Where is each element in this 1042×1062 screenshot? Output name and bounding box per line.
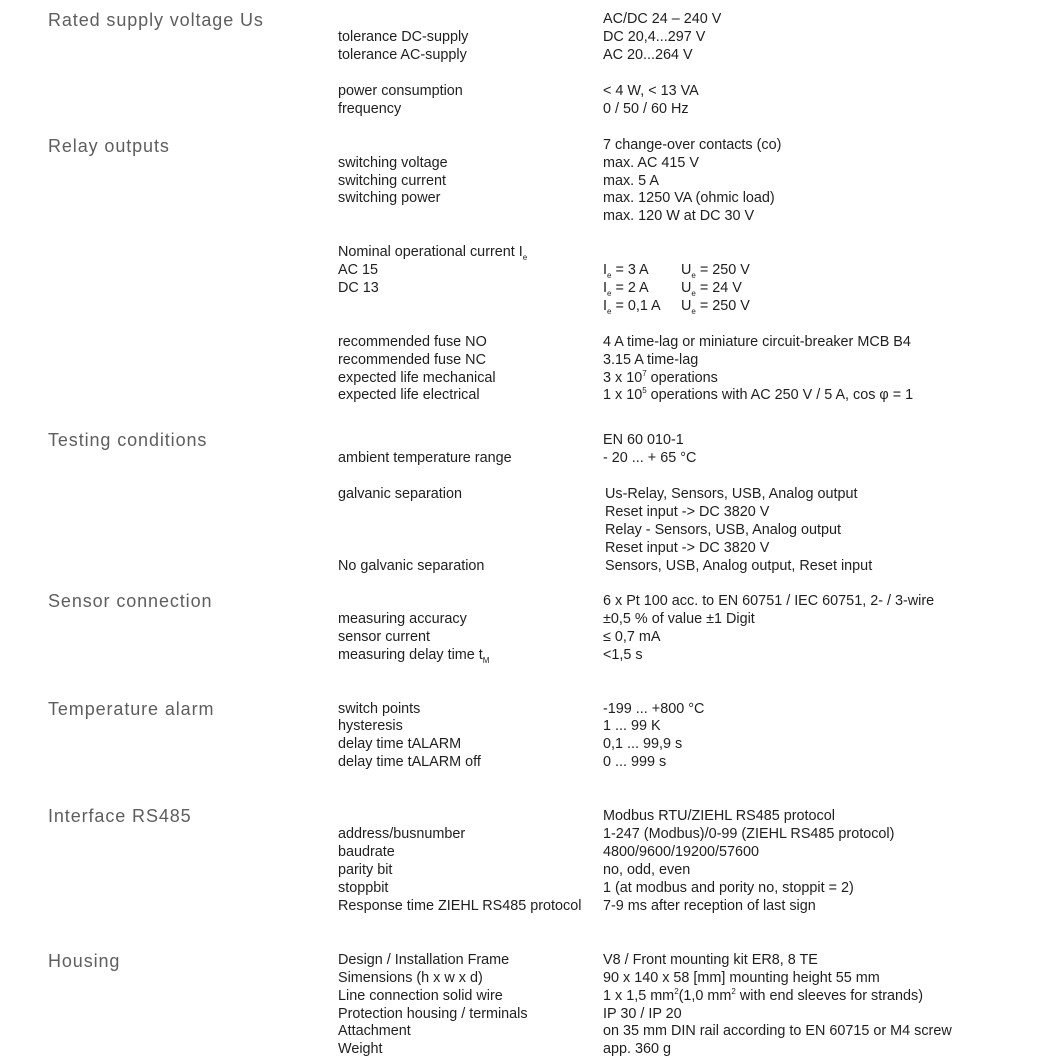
- fuse-no-value: 4 A time-lag or miniature circuit-breaker MCB B4: [603, 334, 911, 350]
- protection-label: Protection housing / terminals: [338, 1006, 528, 1022]
- hysteresis-label: hysteresis: [338, 718, 403, 734]
- measuring-accuracy-value: ±0,5 % of value ±1 Digit: [603, 611, 755, 627]
- life-electrical-value: 1 x $10^5$ operations with AC 250 V / 5 A, cos φ = 1: [603, 386, 914, 403]
- ie-row-1: $I_e = 3$ A $U_e = 250$ V: [603, 262, 750, 280]
- switch-points-label: switch points: [338, 701, 421, 717]
- no-galvanic-separation-label: No galvanic separation: [338, 558, 485, 574]
- delay-time-alarm-off-value: 0 ... 999 s: [603, 754, 667, 770]
- section-title-interface-rs485: Interface RS485: [48, 806, 192, 826]
- switching-voltage-value: max. AC 415 V: [603, 155, 699, 171]
- weight-value: app. 360 g: [603, 1041, 672, 1057]
- life-electrical-label: expected life electrical: [338, 387, 480, 403]
- nominal-current-subscript: e: [522, 253, 528, 262]
- life-mechanical-label: expected life mechanical: [338, 370, 496, 386]
- switching-power-value-dc: max. 120 W at DC 30 V: [603, 208, 755, 224]
- life-mechanical-value: 3 x $10^7$ operations: [603, 369, 718, 386]
- design-label: Design / Installation Frame: [338, 952, 510, 968]
- ie-row-2: $I_e = 2$ A $U_e = 24$ V: [603, 280, 742, 298]
- attachment-label: Attachment: [338, 1023, 411, 1039]
- attachment-value: on 35 mm DIN rail according to EN 60715 or M4 screw: [603, 1023, 952, 1039]
- tolerance-dc-label: tolerance DC-supply: [338, 29, 469, 45]
- fuse-nc-value: 3.15 A time-lag: [603, 352, 699, 368]
- switching-current-value: max. 5 A: [603, 173, 659, 189]
- frequency-label: frequency: [338, 101, 402, 117]
- power-consumption-label: power consumption: [338, 83, 463, 99]
- section-title-rated-supply: Rated supply voltage Us: [48, 10, 264, 30]
- galvanic-separation-value-4: Reset input -> DC 3820 V: [605, 540, 770, 556]
- relay-contacts-value: 7 change-over contacts (co): [603, 137, 782, 153]
- weight-label: Weight: [338, 1041, 383, 1057]
- response-time-value: 7-9 ms after reception of last sign: [603, 898, 816, 914]
- switching-voltage-label: switching voltage: [338, 155, 448, 171]
- section-title-temperature-alarm: Temperature alarm: [48, 699, 215, 719]
- address-label: address/busnumber: [338, 826, 466, 842]
- measuring-delay-label: measuring delay time $t_M$: [338, 647, 490, 665]
- section-title-housing: Housing: [48, 951, 121, 971]
- sensor-current-value: ≤ 0,7 mA: [603, 629, 661, 645]
- response-time-label: Response time ZIEHL RS485 protocol: [338, 898, 582, 914]
- section-title-sensor-connection: Sensor connection: [48, 591, 213, 611]
- tolerance-dc-value: DC 20,4...297 V: [603, 29, 706, 45]
- dimensions-label: Simensions (h x w x d): [338, 970, 483, 986]
- sensor-current-label: sensor current: [338, 629, 430, 645]
- dc13-label: DC 13: [338, 280, 379, 296]
- dimensions-value: 90 x 140 x 58 [mm] mounting height 55 mm: [603, 970, 880, 986]
- parity-bit-label: parity bit: [338, 862, 393, 878]
- testing-standard-value: EN 60 010-1: [603, 432, 684, 448]
- switch-points-value: -199 ... +800 °C: [603, 701, 705, 717]
- tolerance-ac-value: AC 20...264 V: [603, 47, 693, 63]
- delay-time-alarm-label: delay time tALARM: [338, 736, 462, 752]
- line-connection-value: 1 x 1,5 $mm^2(1,0$ $mm^2$ with end sleeves for strands): [603, 987, 924, 1004]
- baudrate-value: 4800/9600/19200/57600: [603, 844, 760, 860]
- ambient-temperature-label: ambient temperature range: [338, 450, 512, 466]
- no-galvanic-separation-value: Sensors, USB, Analog output, Reset input: [605, 558, 873, 574]
- frequency-value: 0 / 50 / 60 Hz: [603, 101, 689, 117]
- baudrate-label: baudrate: [338, 844, 395, 860]
- rated-voltage-value: AC/DC 24 – 240 V: [603, 11, 722, 27]
- galvanic-separation-label: galvanic separation: [338, 486, 462, 502]
- power-consumption-value: < 4 W, < 13 VA: [603, 83, 699, 99]
- sensor-type-value: 6 x Pt 100 acc. to EN 60751 / IEC 60751, 2- / 3-wire: [603, 593, 935, 609]
- protection-value: IP 30 / IP 20: [603, 1006, 682, 1022]
- galvanic-separation-value-3: Relay - Sensors, USB, Analog output: [605, 522, 841, 538]
- hysteresis-value: 1 ... 99 K: [603, 718, 661, 734]
- switching-power-value: max. 1250 VA (ohmic load): [603, 190, 775, 206]
- parity-bit-value: no, odd, even: [603, 862, 691, 878]
- galvanic-separation-value-1: Us-Relay, Sensors, USB, Analog output: [605, 486, 858, 502]
- stop-bit-label: stoppbit: [338, 880, 389, 896]
- switching-current-label: switching current: [338, 173, 446, 189]
- fuse-nc-label: recommended fuse NC: [338, 352, 486, 368]
- delay-time-alarm-value: 0,1 ... 99,9 s: [603, 736, 683, 752]
- measuring-delay-value: <1,5 s: [603, 647, 643, 663]
- section-title-testing-conditions: Testing conditions: [48, 430, 208, 450]
- measuring-accuracy-label: measuring accuracy: [338, 611, 467, 627]
- tolerance-ac-label: tolerance AC-supply: [338, 47, 467, 63]
- nominal-current-label: Nominal operational current $I_e$: [338, 244, 528, 262]
- design-value: V8 / Front mounting kit ER8, 8 TE: [603, 952, 818, 968]
- section-title-relay-outputs: Relay outputs: [48, 136, 170, 156]
- delay-time-alarm-off-label: delay time tALARM off: [338, 754, 481, 770]
- fuse-no-label: recommended fuse NO: [338, 334, 487, 350]
- line-connection-label: Line connection solid wire: [338, 988, 503, 1004]
- galvanic-separation-value-2: Reset input -> DC 3820 V: [605, 504, 770, 520]
- ac15-label: AC 15: [338, 262, 378, 278]
- address-value: 1-247 (Modbus)/0-99 (ZIEHL RS485 protocol): [603, 826, 895, 842]
- protocol-value: Modbus RTU/ZIEHL RS485 protocol: [603, 808, 835, 824]
- ambient-temperature-value: - 20 ... + 65 °C: [603, 450, 697, 466]
- switching-power-label: switching power: [338, 190, 441, 206]
- ie-row-3: $I_e = 0,1$ A $U_e = 250$ V: [603, 298, 750, 316]
- stop-bit-value: 1 (at modbus and pority no, stoppit = 2): [603, 880, 854, 896]
